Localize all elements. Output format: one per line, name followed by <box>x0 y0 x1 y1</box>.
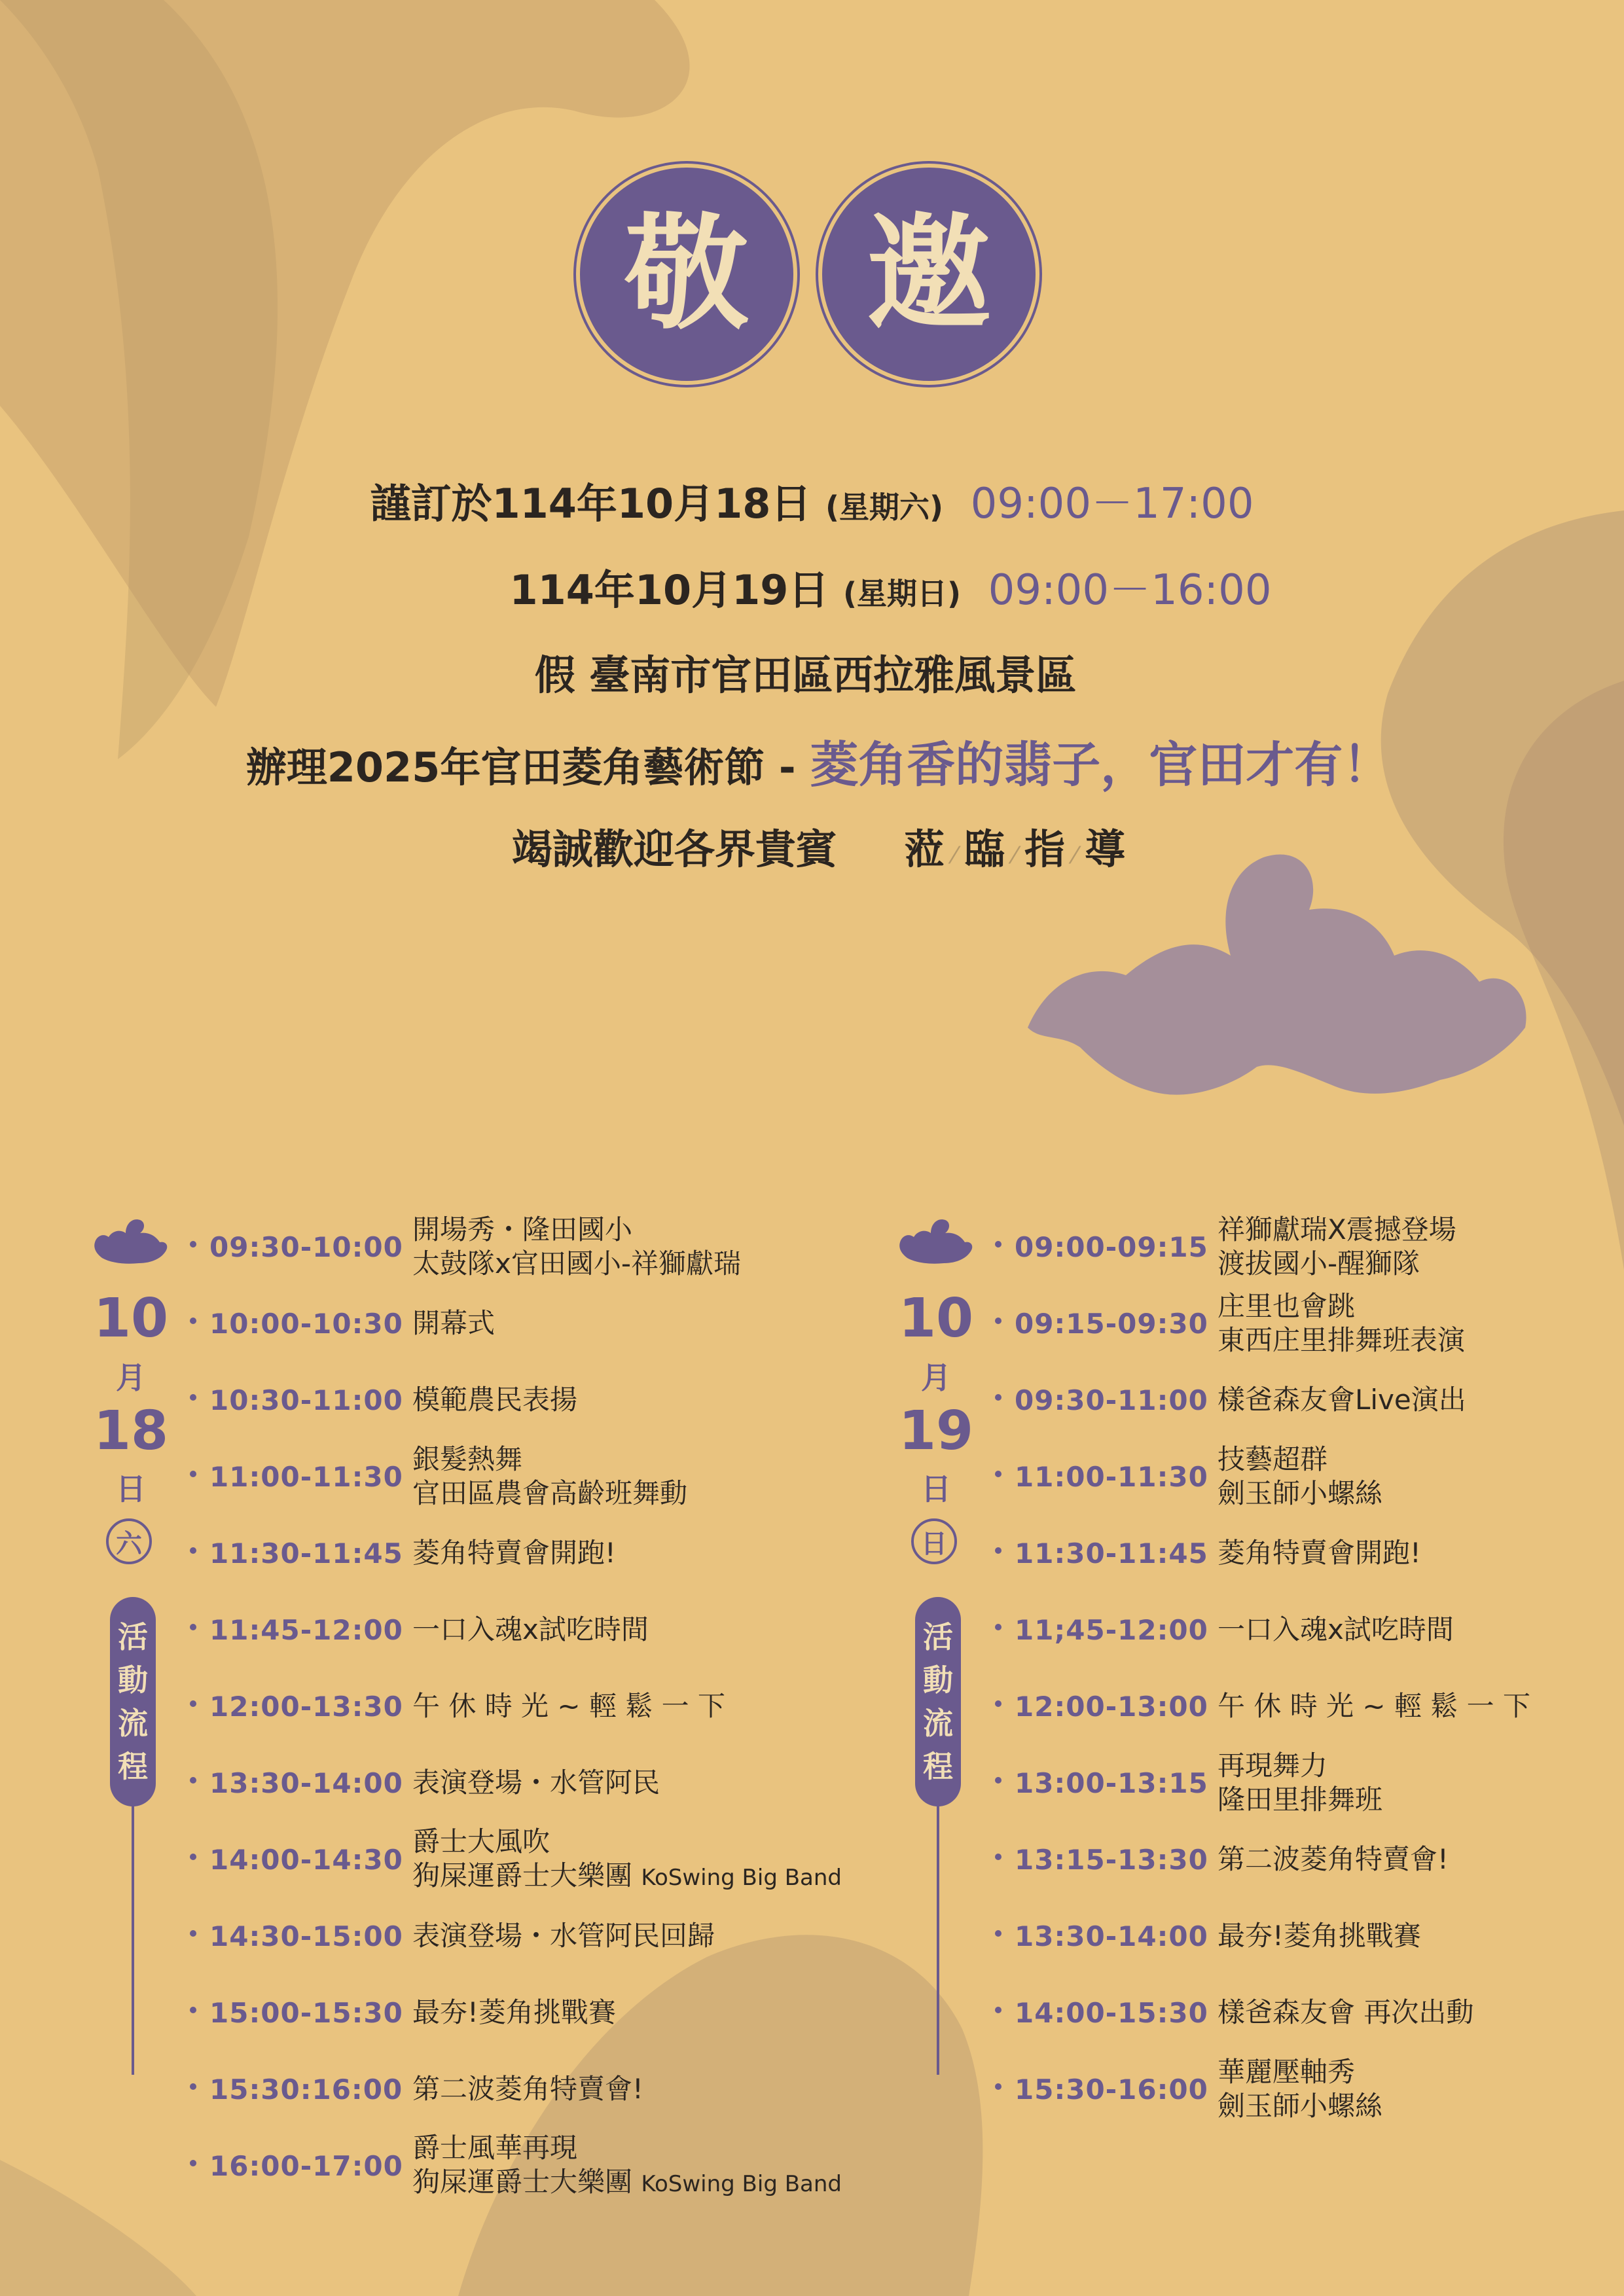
schedule-title: 樣爸森友會Live演出 <box>1218 1384 1466 1416</box>
schedule-description <box>412 1594 649 1666</box>
flow-char-3: 流 <box>118 1706 148 1741</box>
day-2-month: 10 <box>898 1287 974 1350</box>
schedule-description <box>412 1823 842 1895</box>
schedule-description <box>1218 1747 1382 1819</box>
schedule-description <box>1218 2053 1382 2125</box>
schedule-title: 爵士風華再現 <box>412 2131 578 2164</box>
day-1-weekday: 六 <box>116 1528 142 1559</box>
schedule-time: 10:30-11:00 <box>209 1384 403 1416</box>
schedule-description <box>412 2130 842 2202</box>
day-2-weekday: 日 <box>921 1528 947 1559</box>
separator-2: ⁄ <box>1013 842 1017 869</box>
welcome-text: 竭誠歡迎各界貴賓 <box>511 825 837 873</box>
day-1-timeline-line <box>132 1800 134 2075</box>
invitation-line-venue <box>0 643 1617 701</box>
flow-char-4: 程 <box>923 1749 953 1784</box>
leaf-shape-bottom-left <box>0 2160 196 2296</box>
flow-char-2: 動 <box>923 1662 953 1698</box>
schedule-description <box>412 1517 616 1589</box>
bullet-dot <box>190 1318 196 1324</box>
schedule-time: 09:30-10:00 <box>209 1230 403 1263</box>
schedule-time: 15:00-15:30 <box>209 1996 403 2029</box>
date-2-time: 09:00－16:00 <box>988 566 1272 615</box>
day-2-flow-label <box>915 1597 961 1806</box>
schedule-title: 銀髮熱舞 <box>412 1443 523 1475</box>
bullet-dot <box>995 1854 1001 1860</box>
schedule-description <box>1218 1441 1382 1513</box>
flow-char-1: 活 <box>118 1619 148 1655</box>
bullet-dot <box>995 2083 1001 2090</box>
schedule-subtitle: 劍玉師小螺絲 <box>1218 2090 1383 2122</box>
bullet-dot <box>190 1241 196 1247</box>
schedule-time: 11;45-12:00 <box>1015 1613 1208 1646</box>
day-2-day: 19 <box>898 1400 974 1462</box>
schedule-time: 14:00-14:30 <box>209 1843 403 1876</box>
schedule-description <box>1218 1823 1449 1895</box>
schedule-subtitle: 官田區農會高齡班舞動 <box>412 1477 688 1509</box>
schedule-subtitle: 渡拔國小-醒獅隊 <box>1218 1247 1420 1280</box>
bullet-dot <box>995 1777 1001 1784</box>
schedule-description <box>1218 1211 1456 1283</box>
invitation-line-event <box>7 726 1624 796</box>
date-1-text: 謹訂於114年10月18日 <box>370 480 812 528</box>
schedule-time: 11:45-12:00 <box>209 1613 403 1646</box>
schedule-time: 13:30-14:00 <box>209 1767 403 1799</box>
title-char-jing: 敬 <box>624 202 749 346</box>
day-2-timeline-line <box>937 1800 939 2075</box>
schedule-description <box>1218 1670 1530 1742</box>
bullet-dot <box>995 1471 1001 1477</box>
welcome-word-1: 蒞 <box>904 825 945 873</box>
bullet-dot <box>190 2007 196 2013</box>
schedule-title: 一口入魂x試吃時間 <box>412 1613 649 1645</box>
bullet-dot <box>190 1471 196 1477</box>
bullet-dot <box>190 1777 196 1784</box>
schedule-description <box>412 1441 687 1513</box>
bullet-dot <box>190 2160 196 2166</box>
schedule-title: 菱角特賣會開跑! <box>1218 1537 1421 1569</box>
schedule-description <box>1218 1594 1454 1666</box>
bullet-dot <box>190 1854 196 1860</box>
schedule-description <box>412 1977 616 2049</box>
schedule-title: 最夯!菱角挑戰賽 <box>412 1996 616 2028</box>
schedule-description <box>1218 1977 1473 2049</box>
schedule-description <box>412 1211 741 1283</box>
schedule-title: 最夯!菱角挑戰賽 <box>1218 1920 1421 1952</box>
date-1-weekday: (星期六) <box>825 490 944 525</box>
title-seal-jing <box>580 168 793 381</box>
invitation-line-date-1 <box>0 470 1624 530</box>
schedule-description <box>1218 1287 1465 1359</box>
schedule-time: 13:30-14:00 <box>1015 1920 1208 1952</box>
date-2-weekday: (星期日) <box>843 576 962 611</box>
schedule-time: 09:15-09:30 <box>1015 1307 1208 1340</box>
schedule-title: 開幕式 <box>412 1307 496 1339</box>
schedule-time: 09:00-09:15 <box>1015 1230 1208 1263</box>
schedule-description <box>412 1670 725 1742</box>
schedule-time: 14:30-15:00 <box>209 1920 403 1952</box>
schedule-time: 16:00-17:00 <box>209 2149 403 2182</box>
schedule-title: 開場秀・隆田國小 <box>412 1213 633 1246</box>
bullet-dot <box>995 1241 1001 1247</box>
caltrop-icon <box>92 1211 170 1270</box>
schedule-time: 15:30-16:00 <box>1015 2073 1208 2106</box>
schedule-title: 再現舞力 <box>1218 1749 1328 1782</box>
invitation-line-welcome <box>7 817 1624 875</box>
schedule-description <box>412 1900 715 1972</box>
welcome-word-3: 指 <box>1024 825 1066 873</box>
separator-3: ⁄ <box>1073 842 1077 869</box>
schedule-time: 11:30-11:45 <box>1015 1537 1208 1570</box>
schedule-description <box>1218 1517 1421 1589</box>
bullet-dot <box>995 1318 1001 1324</box>
schedule-title: 午 休 時 光 ~ 輕 鬆 一 下 <box>412 1690 725 1722</box>
event-slogan: 菱角香的翡子，官田才有！ <box>810 737 1392 793</box>
title-char-yao: 邀 <box>866 202 991 346</box>
day-2-weekday-badge <box>911 1518 957 1564</box>
schedule-title: 表演登場・水管阿民回歸 <box>412 1920 715 1952</box>
schedule-time: 12:00-13:30 <box>209 1690 403 1723</box>
schedule-subtitle: 東西庄里排舞班表演 <box>1218 1324 1466 1356</box>
schedule-english: KoSwing Big Band <box>641 1864 842 1891</box>
schedule-title: 模範農民表揚 <box>412 1384 578 1416</box>
schedule-description <box>412 1747 660 1819</box>
schedule-time: 13:00-13:15 <box>1015 1767 1208 1799</box>
date-1-time: 09:00－17:00 <box>970 480 1254 528</box>
day-1-month-char: 月 <box>116 1360 146 1395</box>
flow-char-3: 流 <box>923 1706 953 1741</box>
schedule-time: 13:15-13:30 <box>1015 1843 1208 1876</box>
day-2-month-char: 月 <box>921 1360 951 1395</box>
schedule-time: 11:00-11:30 <box>1015 1460 1208 1493</box>
schedule-subtitle: 劍玉師小螺絲 <box>1218 1477 1383 1509</box>
schedule-title: 樣爸森友會 再次出動 <box>1218 1996 1474 2028</box>
bullet-dot <box>995 1930 1001 1937</box>
schedule-time: 11:00-11:30 <box>209 1460 403 1493</box>
schedule-time: 09:30-11:00 <box>1015 1384 1208 1416</box>
bullet-dot <box>995 1394 1001 1401</box>
bullet-dot <box>995 1624 1001 1630</box>
day-1-day: 18 <box>93 1400 169 1462</box>
date-2-text: 114年10月19日 <box>509 566 829 614</box>
schedule-subtitle: 隆田里排舞班 <box>1218 1784 1383 1816</box>
bullet-dot <box>190 1394 196 1401</box>
schedule-title: 午 休 時 光 ~ 輕 鬆 一 下 <box>1218 1690 1530 1722</box>
invitation-line-date-2 <box>79 556 1624 617</box>
day-1-flow-label <box>110 1597 156 1806</box>
schedule-time: 14:00-15:30 <box>1015 1996 1208 2029</box>
schedule-title: 庄里也會跳 <box>1218 1290 1356 1322</box>
event-text: 辦理2025年官田菱角藝術節 - <box>245 744 810 791</box>
title-seal-yao <box>822 168 1036 381</box>
bullet-dot <box>190 1700 196 1707</box>
schedule-description <box>1218 1900 1421 1972</box>
schedule-subtitle: 太鼓隊x官田國小-祥獅獻瑞 <box>412 1247 742 1280</box>
schedule-description <box>412 1287 495 1359</box>
schedule-time: 11:30-11:45 <box>209 1537 403 1570</box>
day-1-month: 10 <box>93 1287 169 1350</box>
schedule-title: 菱角特賣會開跑! <box>412 1537 616 1569</box>
schedule-subtitle: 狗屎運爵士大樂團 KoSwing Big Band <box>412 2165 842 2198</box>
venue-text: 假 臺南市官田區西拉雅風景區 <box>534 651 1077 699</box>
bullet-dot <box>190 1547 196 1554</box>
schedule-description <box>412 2053 643 2125</box>
schedule-title: 第二波菱角特賣會! <box>1218 1843 1449 1875</box>
water-caltrop-illustration <box>1028 854 1526 1094</box>
schedule-title: 一口入魂x試吃時間 <box>1218 1613 1454 1645</box>
schedule-description <box>1218 1364 1466 1436</box>
schedule-title: 祥獅獻瑞X震撼登場 <box>1218 1213 1456 1246</box>
schedule-subtitle: 狗屎運爵士大樂團 KoSwing Big Band <box>412 1859 842 1892</box>
schedule-english: KoSwing Big Band <box>641 2170 842 2197</box>
day-1-weekday-badge <box>106 1518 152 1564</box>
schedule-title: 技藝超群 <box>1218 1443 1328 1475</box>
day-1-day-char: 日 <box>116 1471 146 1507</box>
schedule-title: 表演登場・水管阿民 <box>412 1767 660 1799</box>
schedule-time: 10:00-10:30 <box>209 1307 403 1340</box>
separator-1: ⁄ <box>952 842 957 869</box>
schedule-title: 華麗壓軸秀 <box>1218 2056 1356 2088</box>
flow-char-1: 活 <box>923 1619 953 1655</box>
welcome-word-4: 導 <box>1085 825 1126 873</box>
flow-char-2: 動 <box>118 1662 148 1698</box>
schedule-time: 12:00-13:00 <box>1015 1690 1208 1723</box>
day-2-day-char: 日 <box>921 1471 951 1507</box>
welcome-word-2: 臨 <box>964 825 1005 873</box>
schedule-description <box>412 1364 577 1436</box>
flow-char-4: 程 <box>118 1749 148 1784</box>
bullet-dot <box>190 1624 196 1630</box>
caltrop-icon <box>897 1211 975 1270</box>
schedule-title: 第二波菱角特賣會! <box>412 2073 643 2105</box>
bullet-dot <box>995 1547 1001 1554</box>
schedule-time: 15:30:16:00 <box>209 2073 403 2106</box>
bullet-dot <box>995 2007 1001 2013</box>
schedule-title: 爵士大風吹 <box>412 1825 550 1857</box>
bullet-dot <box>995 1700 1001 1707</box>
bullet-dot <box>190 1930 196 1937</box>
bullet-dot <box>190 2083 196 2090</box>
